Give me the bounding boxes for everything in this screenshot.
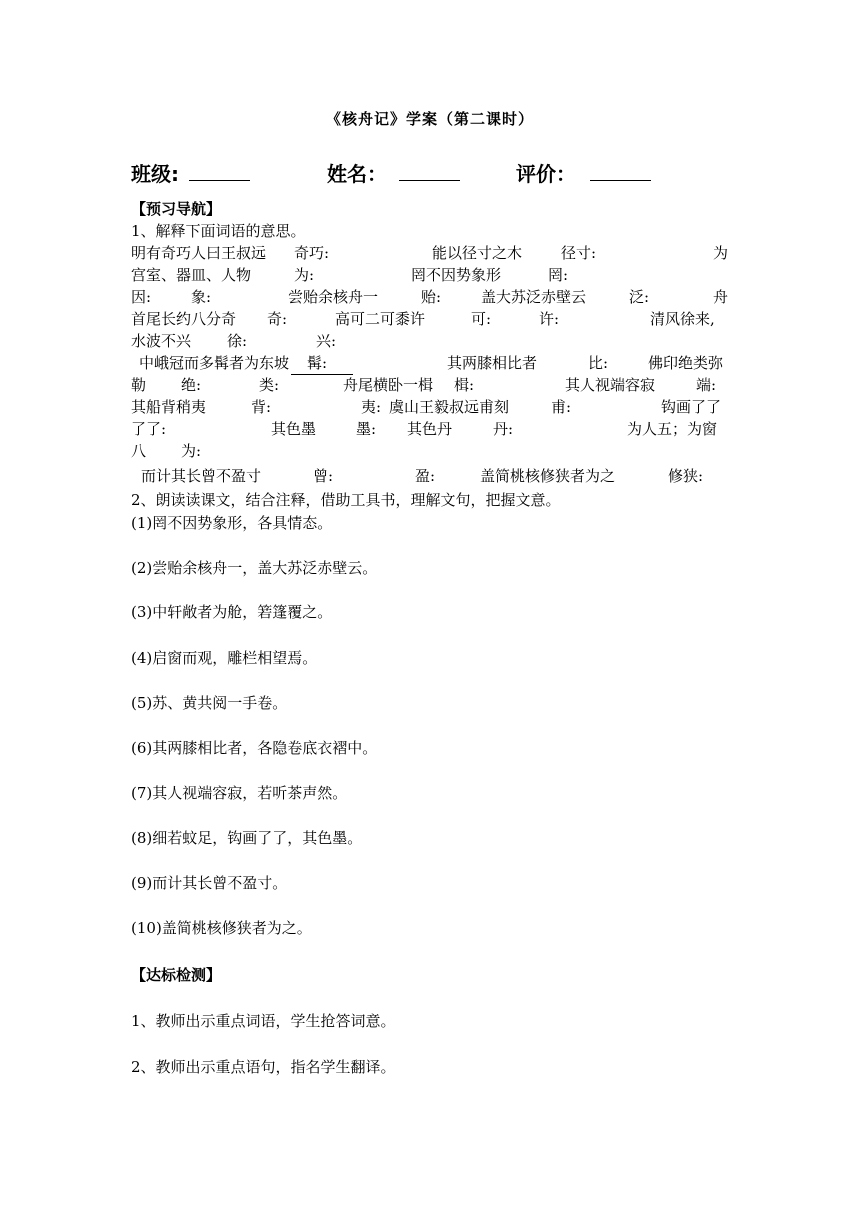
class-blank[interactable] — [189, 180, 250, 181]
page-title: 《核舟记》学案（第二课时） — [325, 110, 534, 128]
check-item: 2、教师出示重点语句，指名学生翻译。 — [131, 1058, 396, 1076]
vocab-line: 了了: 其色墨 墨: 其色丹 丹: 为人五；为窗 — [131, 420, 718, 438]
sentence-item: (6)其两膝相比者，各隐卷底衣褶中。 — [131, 739, 378, 757]
vocab-line: 勒 绝: 类: 舟尾横卧一楫 楫: 其人视端容寂 端: — [131, 376, 717, 394]
sentence-item: (8)细若蚊足，钩画了了，其色墨。 — [131, 829, 363, 847]
sentence-item: (7)其人视端容寂，若听茶声然。 — [131, 784, 348, 802]
vocab-line: 首尾长约八分奇 奇: 高可二可黍许 可: 许: 清风徐来, — [131, 310, 715, 328]
sentence-item: (10)盖简桃核修狭者为之。 — [131, 919, 312, 937]
vocab-line: 其船背稍夷 背: 夷: 虞山王毅叔远甫刻 甫: 钩画了了 — [131, 398, 722, 416]
check-item: 1、教师出示重点词语，学生抢答词意。 — [131, 1012, 396, 1030]
vocab-line: 中峨冠而多髯者为东坡 髯: 其两膝相比者 比: 佛印绝类弥 — [131, 352, 731, 374]
vocab-line: 明有奇巧人曰王叔远 奇巧: 能以径寸之木 径寸: 为 — [131, 244, 729, 262]
vocab-line: 水波不兴 徐: 兴: — [131, 332, 337, 350]
class-label: 班级: — [131, 162, 179, 186]
grade-label: 评价： — [516, 162, 576, 186]
sentence-item: (1)罔不因势象形，各具情态。 — [131, 514, 333, 532]
sentence-item: (5)苏、黄共阅一手卷。 — [131, 694, 288, 712]
name-label: 姓名： — [327, 162, 387, 186]
preview-item-2: 2、朗读读课文，结合注释，借助工具书，理解文句，把握文意。 — [131, 491, 561, 509]
vocab-line: 因: 象: 尝贻余核舟一 贻: 盖大苏泛赤壁云 泛: 舟 — [131, 288, 729, 306]
sentence-item: (2)尝贻余核舟一，盖大苏泛赤壁云。 — [131, 559, 378, 577]
preview-header: 【预习导航】 — [131, 200, 222, 218]
vocab-line: 宫室、器皿、人物 为: 罔不因势象形 罔: — [131, 266, 569, 284]
sentence-item: (9)而计其长曾不盈寸。 — [131, 874, 288, 892]
preview-item-1: 1、解释下面词语的意思。 — [131, 222, 306, 240]
name-blank[interactable] — [399, 180, 460, 181]
vocab-line: 八 为: — [131, 442, 202, 460]
sentence-item: (4)启窗而观，雕栏相望焉。 — [131, 649, 318, 667]
check-header: 【达标检测】 — [131, 966, 222, 984]
vocab-line: 而计其长曾不盈寸 曾: 盈: 盖简桃核修狭者为之 修狭: — [141, 467, 704, 485]
sentence-item: (3)中轩敞者为舱，箬篷覆之。 — [131, 603, 333, 621]
grade-blank[interactable] — [590, 180, 651, 181]
